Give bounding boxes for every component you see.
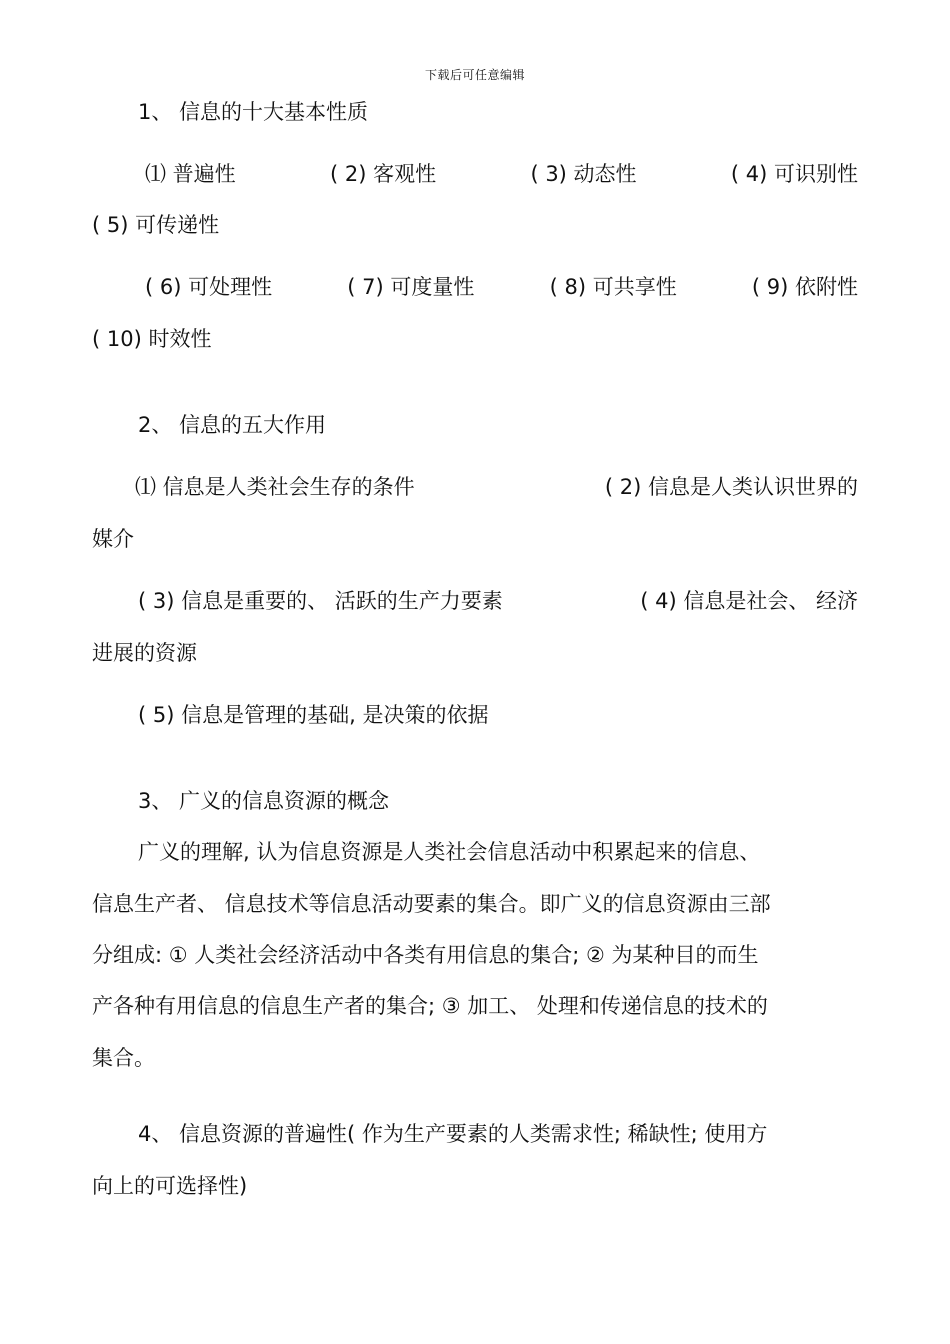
section4-line-wrap: 向上的可选择性) <box>92 1174 248 1198</box>
section1-heading: 1、 信息的十大基本性质 <box>138 100 369 124</box>
role-4-wrap: 进展的资源 <box>92 641 197 665</box>
property-5: ( 5) 可传递性 <box>92 213 220 237</box>
role-3: ( 3) 信息是重要的、 活跃的生产力要素 <box>138 589 503 613</box>
property-3: ( 3) 动态性 <box>530 162 637 186</box>
role-1: ⑴ 信息是人类社会生存的条件 <box>135 475 415 499</box>
role-5: ( 5) 信息是管理的基础, 是决策的依据 <box>138 703 489 727</box>
section1-properties-row2 <box>145 273 858 301</box>
section2-row1 <box>135 473 858 501</box>
property-2: ( 2) 客观性 <box>330 162 437 186</box>
property-4: ( 4) 可识别性 <box>730 162 858 186</box>
page-header: 下载后可任意编辑 <box>424 68 525 82</box>
section3-heading: 3、 广义的信息资源的概念 <box>138 789 390 813</box>
property-9: ( 9) 依附性 <box>751 275 858 299</box>
role-4: ( 4) 信息是社会、 经济 <box>640 589 858 613</box>
role-2: ( 2) 信息是人类认识世界的 <box>604 475 858 499</box>
property-6: ( 6) 可处理性 <box>145 275 273 299</box>
property-1: ⑴ 普遍性 <box>145 162 236 186</box>
section3-paragraph-line: 集合。 <box>92 1046 155 1070</box>
section2-row2 <box>138 587 858 615</box>
section3-paragraph-line: 分组成: ① 人类社会经济活动中各类有用信息的集合; ② 为某种目的而生 <box>92 943 759 967</box>
property-8: ( 8) 可共享性 <box>549 275 677 299</box>
section3-paragraph-line: 广义的理解, 认为信息资源是人类社会信息活动中积累起来的信息、 <box>138 840 761 864</box>
section2-heading: 2、 信息的五大作用 <box>138 413 327 437</box>
property-7: ( 7) 可度量性 <box>347 275 475 299</box>
section1-properties-row1 <box>145 160 858 188</box>
section3-paragraph-line: 信息生产者、 信息技术等信息活动要素的集合。即广义的信息资源由三部 <box>92 892 771 916</box>
section4-line: 4、 信息资源的普遍性( 作为生产要素的人类需求性; 稀缺性; 使用方 <box>138 1122 768 1146</box>
property-10: ( 10) 时效性 <box>92 327 212 351</box>
section3-paragraph-line: 产各种有用信息的信息生产者的集合; ③ 加工、 处理和传递信息的技术的 <box>92 994 768 1018</box>
role-2-wrap: 媒介 <box>92 527 134 551</box>
